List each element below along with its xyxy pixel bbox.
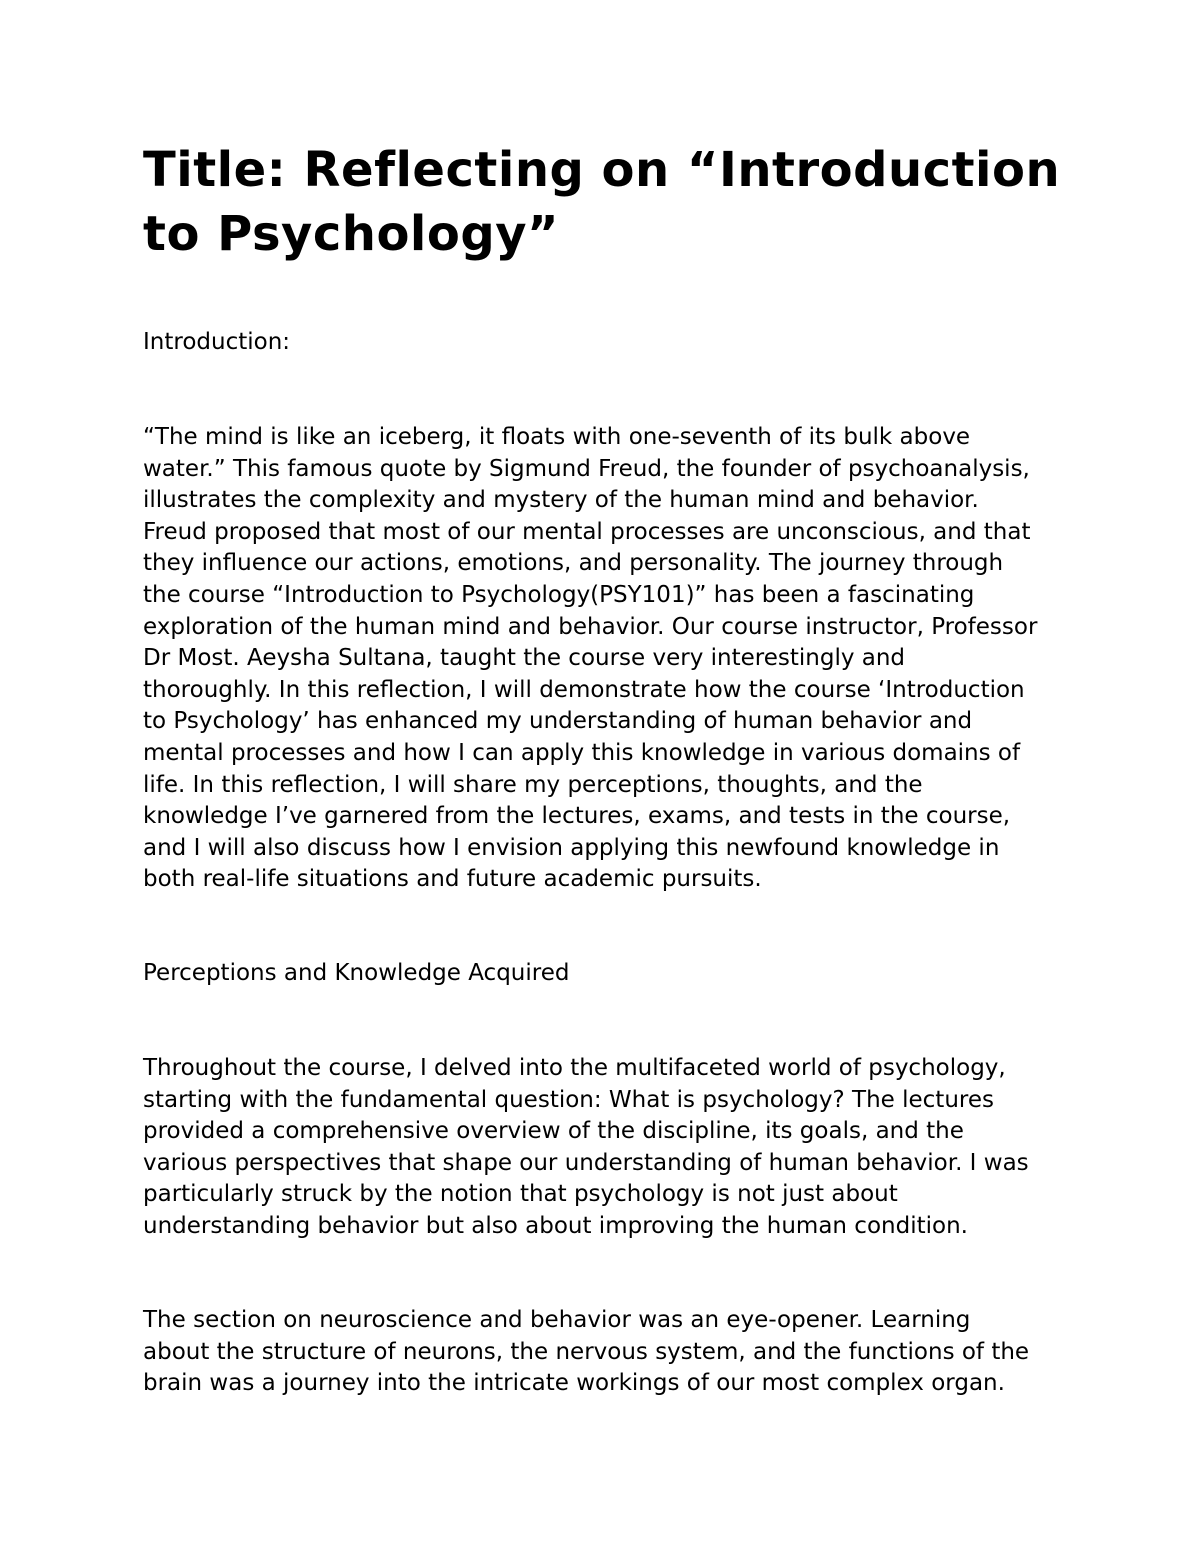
document-title: Title: Reflecting on “Introduction to Psychology”	[143, 142, 1061, 262]
perceptions-paragraph-2: The section on neuroscience and behavior was an eye-opener. Learning about the structure of neurons, the nervous system, and the functions of the brain was a journey into the intricate workings of our most complex organ.	[143, 1307, 1030, 1397]
introduction-paragraph: “The mind is like an iceberg, it floats with one-seventh of its bulk above water.” This famous quote by Sigmund Freud, the founder of psychoanalysis, illustrates the complexity and mystery of the human mind and behavior. Freud proposed that most of our mental processes are unconscious, and that they influence our actions, emotions, and personality. The journey through the course “Introduction to Psychology(PSY101)” has been a fascinating exploration of the human mind and behavior. Our course instructor, Professor Dr Most. Aeysha Sultana, taught the course very interestingly and thoroughly. In this reflection, I will demonstrate how the course ‘Introduction to Psychology’ has enhanced my understanding of human behavior and mental processes and how I can apply this knowledge in various domains of life. In this reflection, I will share my perceptions, thoughts, and the knowledge I’ve garnered from the lectures, exams, and tests in the course, and I will also discuss how I envision applying this newfound knowledge in both real-life situations and future academic pursuits.	[143, 424, 1038, 893]
section-heading-introduction: Introduction:	[143, 329, 291, 355]
section-heading-perceptions: Perceptions and Knowledge Acquired	[143, 960, 570, 986]
perceptions-paragraph-1: Throughout the course, I delved into the multifaceted world of psychology, starting with the fundamental question: What is psychology? The lectures provided a comprehensive overview of the discipline, its goals, and the various perspectives that shape our understanding of human behavior. I was particularly struck by the notion that psychology is not just about understanding behavior but also about improving the human condition.	[143, 1055, 1029, 1239]
